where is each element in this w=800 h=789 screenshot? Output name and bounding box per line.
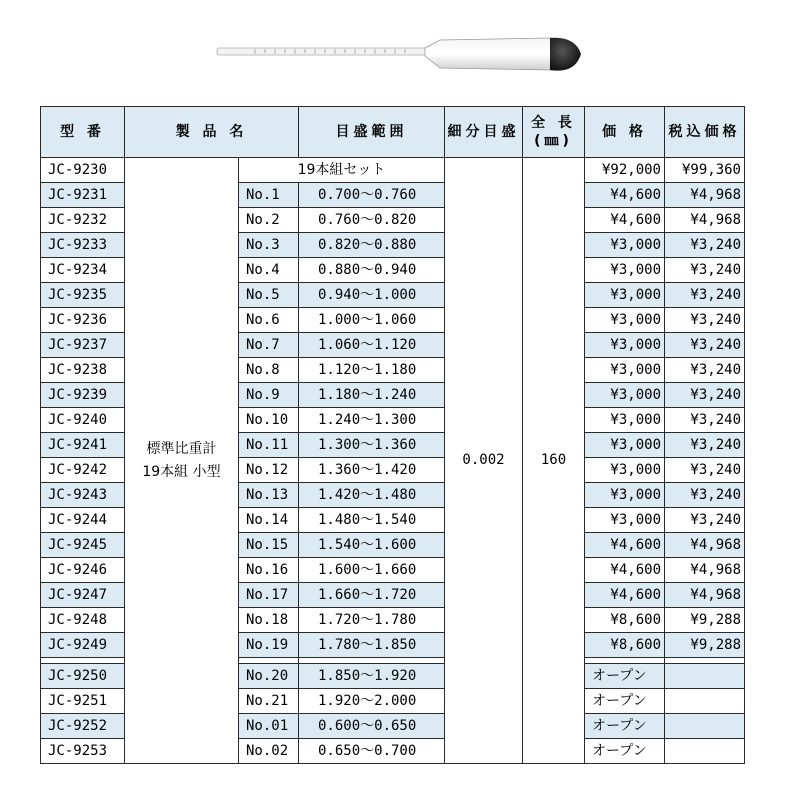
row-code: JC-9241 (41, 433, 125, 458)
row-number: No.12 (239, 458, 299, 483)
row-number: No.19 (239, 633, 299, 658)
row-number: No.13 (239, 483, 299, 508)
header-length (523, 107, 585, 158)
row-code: JC-9234 (41, 258, 125, 283)
row-code: JC-9253 (41, 739, 125, 764)
row-number: No.14 (239, 508, 299, 533)
row-price-tax: ¥4,968 (665, 533, 745, 558)
row-number: No.20 (239, 664, 299, 689)
row-code: JC-9239 (41, 383, 125, 408)
row-price: ¥4,600 (585, 208, 665, 233)
row-price-tax: ¥99,360 (665, 158, 745, 183)
row-price-tax (665, 739, 745, 764)
row-number: No.7 (239, 333, 299, 358)
row-number: No.1 (239, 183, 299, 208)
row-range: 1.920～2.000 (299, 689, 445, 714)
row-price: ¥8,600 (585, 633, 665, 658)
row-range: 0.880～0.940 (299, 258, 445, 283)
row-code: JC-9235 (41, 283, 125, 308)
row-range: 1.420～1.480 (299, 483, 445, 508)
header-length-line2: (㎜) (534, 133, 573, 149)
row-price: ¥3,000 (585, 333, 665, 358)
row-code: JC-9230 (41, 158, 125, 183)
row-number: No.01 (239, 714, 299, 739)
row-number: No.02 (239, 739, 299, 764)
row-price: ¥4,600 (585, 558, 665, 583)
header-code: 型 番 (41, 107, 125, 158)
row-range: 1.060～1.120 (299, 333, 445, 358)
row-price-tax: ¥9,288 (665, 633, 745, 658)
row-price: ¥3,000 (585, 408, 665, 433)
row-range: 1.660～1.720 (299, 583, 445, 608)
row-price: ¥8,600 (585, 608, 665, 633)
row-price: オープン (585, 714, 665, 739)
row-number: No.6 (239, 308, 299, 333)
header-price: 価 格 (585, 107, 665, 158)
row-price-tax: ¥3,240 (665, 258, 745, 283)
header-price-tax: 税込価格 (665, 107, 745, 158)
row-code: JC-9246 (41, 558, 125, 583)
header-range: 目盛範囲 (299, 107, 445, 158)
row-code: JC-9245 (41, 533, 125, 558)
row-price-tax: ¥3,240 (665, 233, 745, 258)
row-price-tax: ¥3,240 (665, 408, 745, 433)
row-number: No.5 (239, 283, 299, 308)
row-range: 1.360～1.420 (299, 458, 445, 483)
row-code: JC-9248 (41, 608, 125, 633)
row-number: No.21 (239, 689, 299, 714)
header-name: 製 品 名 (125, 107, 299, 158)
row-price: ¥92,000 (585, 158, 665, 183)
row-range: 0.600～0.650 (299, 714, 445, 739)
header-row (41, 107, 745, 158)
header-length-line1: 全 長 (531, 115, 576, 131)
row-range: 1.780～1.850 (299, 633, 445, 658)
row-code: JC-9232 (41, 208, 125, 233)
row-number: No.11 (239, 433, 299, 458)
row-code: JC-9237 (41, 333, 125, 358)
row-number: No.15 (239, 533, 299, 558)
row-price: ¥3,000 (585, 358, 665, 383)
row-price-tax: ¥3,240 (665, 508, 745, 533)
row-range: 0.820～0.880 (299, 233, 445, 258)
row-range: 1.480～1.540 (299, 508, 445, 533)
row-range: 1.300～1.360 (299, 433, 445, 458)
product-name-line1: 標準比重計 (146, 440, 217, 457)
row-price: ¥3,000 (585, 508, 665, 533)
row-number: No.10 (239, 408, 299, 433)
row-price-tax (665, 689, 745, 714)
header-division: 細分目盛 (445, 107, 523, 158)
row-price-tax: ¥4,968 (665, 583, 745, 608)
row-range: 1.120～1.180 (299, 358, 445, 383)
row-range: 1.850～1.920 (299, 664, 445, 689)
row-price-tax: ¥4,968 (665, 208, 745, 233)
hydrometer-image (215, 30, 595, 80)
row-range: 1.720～1.780 (299, 608, 445, 633)
row-price: ¥3,000 (585, 308, 665, 333)
row-range: 1.600～1.660 (299, 558, 445, 583)
row-price-tax: ¥4,968 (665, 558, 745, 583)
row-range: 1.240～1.300 (299, 408, 445, 433)
row-price-tax: ¥3,240 (665, 483, 745, 508)
row-number: No.18 (239, 608, 299, 633)
row-code: JC-9251 (41, 689, 125, 714)
row-price: ¥3,000 (585, 483, 665, 508)
row-code: JC-9250 (41, 664, 125, 689)
row-range: 1.180～1.240 (299, 383, 445, 408)
row-price-tax: ¥3,240 (665, 458, 745, 483)
row-number: No.3 (239, 233, 299, 258)
row-range: 1.000～1.060 (299, 308, 445, 333)
row-code: JC-9231 (41, 183, 125, 208)
row-price-tax (665, 714, 745, 739)
product-name-cell (125, 158, 239, 764)
row-code: JC-9233 (41, 233, 125, 258)
product-name-line2: 19本組 小型 (142, 463, 221, 480)
set-label: 19本組セット (239, 158, 445, 183)
row-price: ¥4,600 (585, 533, 665, 558)
row-range: 0.650～0.700 (299, 739, 445, 764)
row-price-tax: ¥4,968 (665, 183, 745, 208)
row-price: ¥3,000 (585, 433, 665, 458)
row-price-tax: ¥3,240 (665, 308, 745, 333)
row-price-tax: ¥3,240 (665, 333, 745, 358)
row-price-tax: ¥3,240 (665, 433, 745, 458)
row-number: No.4 (239, 258, 299, 283)
row-code: JC-9252 (41, 714, 125, 739)
table-row (41, 158, 745, 183)
row-code: JC-9240 (41, 408, 125, 433)
row-code: JC-9242 (41, 458, 125, 483)
row-price: ¥3,000 (585, 283, 665, 308)
row-price: ¥3,000 (585, 233, 665, 258)
row-number: No.9 (239, 383, 299, 408)
row-price-tax: ¥3,240 (665, 383, 745, 408)
row-range: 0.700～0.760 (299, 183, 445, 208)
row-range: 0.760～0.820 (299, 208, 445, 233)
row-number: No.17 (239, 583, 299, 608)
row-range: 0.940～1.000 (299, 283, 445, 308)
length-cell: 160 (523, 158, 585, 764)
row-code: JC-9244 (41, 508, 125, 533)
row-price: ¥4,600 (585, 583, 665, 608)
row-price: オープン (585, 739, 665, 764)
row-number: No.2 (239, 208, 299, 233)
row-price-tax (665, 664, 745, 689)
row-range: 1.540～1.600 (299, 533, 445, 558)
row-price-tax: ¥9,288 (665, 608, 745, 633)
row-code: JC-9249 (41, 633, 125, 658)
division-cell: 0.002 (445, 158, 523, 764)
row-code: JC-9236 (41, 308, 125, 333)
row-price: オープン (585, 664, 665, 689)
row-price-tax: ¥3,240 (665, 283, 745, 308)
row-number: No.8 (239, 358, 299, 383)
row-price: ¥3,000 (585, 458, 665, 483)
row-code: JC-9238 (41, 358, 125, 383)
row-price: ¥4,600 (585, 183, 665, 208)
row-price: ¥3,000 (585, 383, 665, 408)
spec-table (40, 106, 745, 764)
row-number: No.16 (239, 558, 299, 583)
row-price: ¥3,000 (585, 258, 665, 283)
row-code: JC-9247 (41, 583, 125, 608)
row-price: オープン (585, 689, 665, 714)
row-code: JC-9243 (41, 483, 125, 508)
row-price-tax: ¥3,240 (665, 358, 745, 383)
